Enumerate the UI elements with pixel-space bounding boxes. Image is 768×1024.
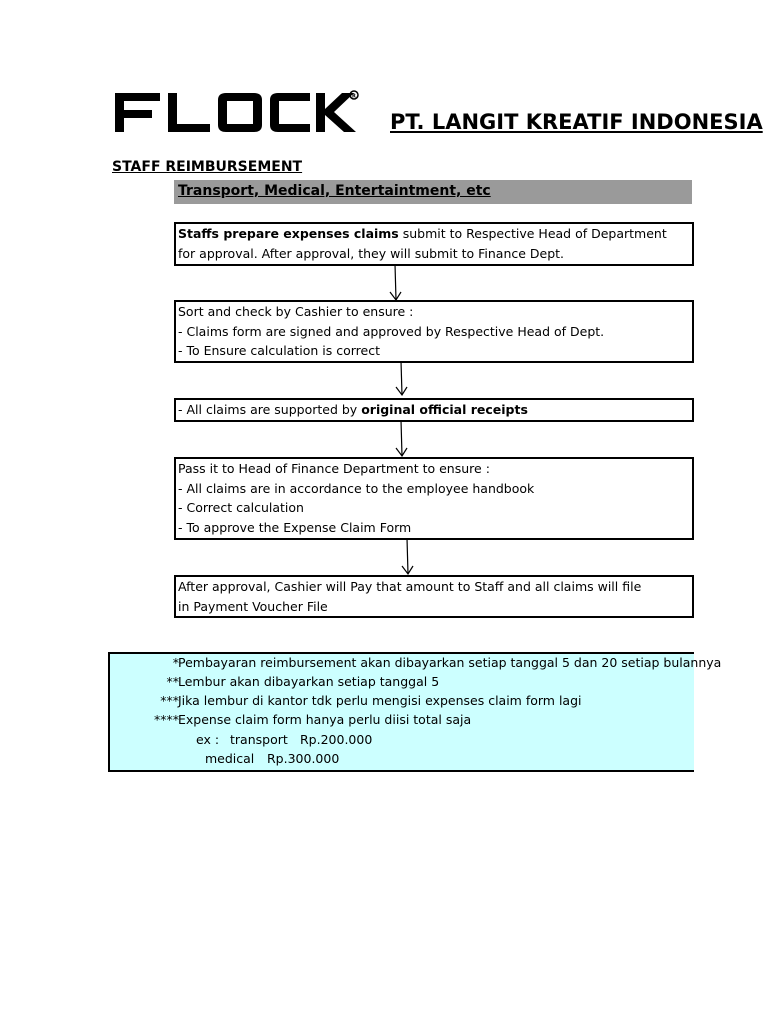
- flow-arrow-2: [394, 361, 408, 397]
- note-text: Lembur akan dibayarkan setiap tanggal 5: [178, 674, 440, 689]
- example-medical-value: Rp.300.000: [267, 751, 340, 766]
- step-1-line-1: [178, 224, 692, 244]
- note-row: [110, 712, 700, 731]
- step-4-line-3: - Correct calculation: [178, 500, 304, 516]
- flow-arrow-1: [388, 264, 402, 302]
- step-5-line-1: After approval, Cashier will Pay that amount to Staff and all claims will file: [178, 579, 642, 594]
- step-2-line-2: - Claims form are signed and approved by Respective Head of Dept.: [178, 323, 605, 339]
- svg-text:R: R: [352, 93, 356, 100]
- step-box-5: [174, 575, 694, 618]
- category-bar-label: Transport, Medical, Entertaintment, etc: [178, 183, 491, 199]
- step-4-line-4: - To approve the Expense Claim Form: [178, 519, 412, 535]
- flow-arrow-4: [400, 538, 414, 576]
- step-box-2: [174, 300, 694, 363]
- example-prefix: ex :: [196, 732, 220, 747]
- flow-arrow-3: [394, 420, 408, 458]
- step-4-line-2: - All claims are in accordance to the employee handbook: [178, 480, 535, 496]
- step-4-line-1: Pass it to Head of Finance Department to ensure :: [178, 461, 490, 476]
- example-transport-value: Rp.200.000: [300, 732, 373, 747]
- flock-logo: [112, 88, 362, 138]
- step-box-1: [174, 222, 694, 266]
- step-box-3: [174, 398, 694, 422]
- step-2-line-3: - To Ensure calculation is correct: [178, 343, 380, 359]
- example-transport-label: transport: [230, 732, 288, 747]
- note-text: Jika lembur di kantor tdk perlu mengisi expenses claim form lagi: [178, 693, 582, 708]
- note-row: [110, 674, 700, 693]
- step-1-bold: Staffs prepare expenses claims: [178, 226, 399, 241]
- flock-logo-mark: [112, 88, 362, 138]
- section-title: STAFF REIMBURSEMENT: [112, 159, 303, 175]
- step-2-line-1: Sort and check by Cashier to ensure :: [178, 304, 414, 319]
- company-name: PT. LANGIT KREATIF INDONESIA: [390, 110, 763, 134]
- note-mark: ***: [160, 693, 179, 708]
- step-box-4: [174, 457, 694, 540]
- step-3-bold: original official receipts: [361, 402, 528, 417]
- notes-panel: [108, 652, 722, 772]
- category-bar: [174, 180, 692, 204]
- note-text: Expense claim form hanya perlu diisi total saja: [178, 712, 472, 727]
- step-3-pre: - All claims are supported by: [178, 402, 362, 417]
- note-mark: ****: [154, 712, 179, 727]
- note-row: [110, 655, 722, 674]
- note-text: Pembayaran reimbursement akan dibayarkan setiap tanggal 5 dan 20 setiap bulannya: [178, 655, 722, 670]
- step-1-rest: submit to Respective Head of Department: [398, 226, 667, 241]
- step-1-line-2: for approval. After approval, they will submit to Finance Dept.: [178, 245, 565, 261]
- step-3-line-1: [178, 400, 692, 420]
- note-row: [110, 693, 700, 712]
- note-mark: *: [172, 655, 179, 670]
- step-5-line-2: in Payment Voucher File: [178, 598, 328, 614]
- example-medical-label: medical: [205, 751, 255, 766]
- note-mark: **: [166, 674, 179, 689]
